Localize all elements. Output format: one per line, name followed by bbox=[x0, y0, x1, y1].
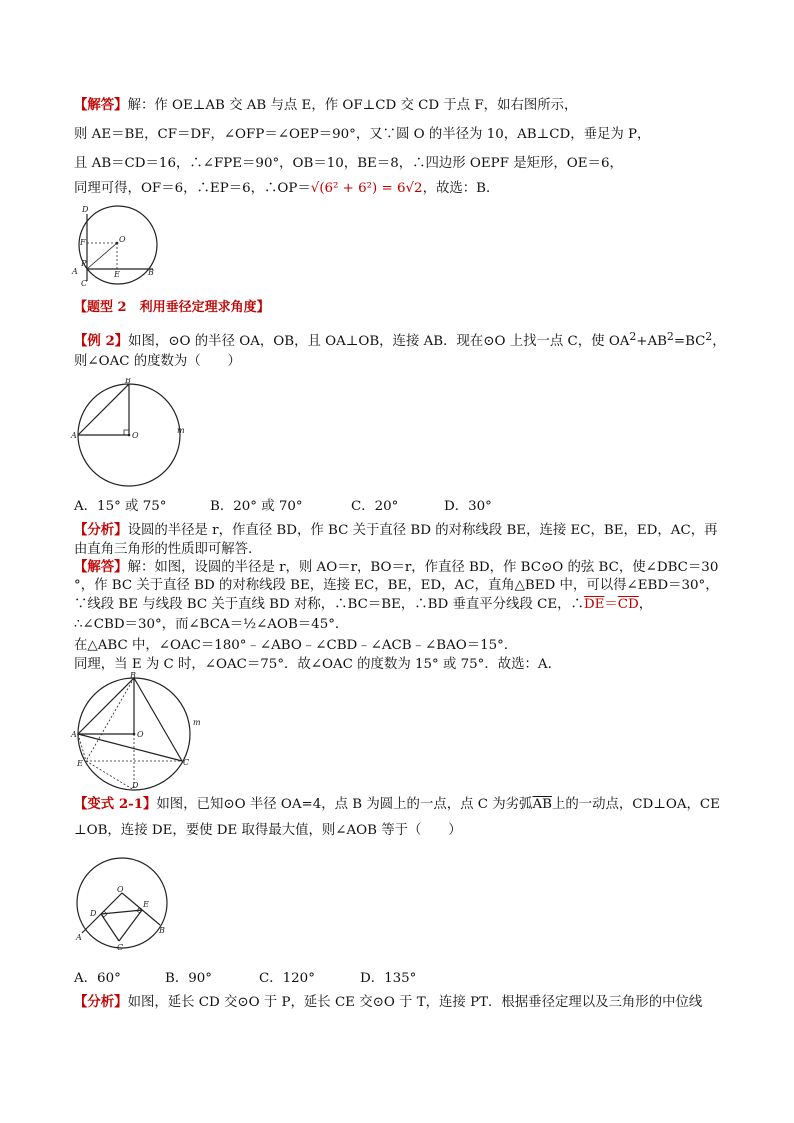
fig1-label-E: E bbox=[114, 270, 120, 279]
answer-tag: 【解答】 bbox=[74, 97, 128, 113]
figure-4-circle-perpendiculars bbox=[70, 853, 175, 953]
half-fraction: ½ bbox=[243, 617, 257, 632]
fig2-label-m: m bbox=[177, 426, 185, 435]
topic-2-heading: 【题型 2 利用垂径定理求角度】 bbox=[74, 300, 270, 315]
solution2-line1: 【解答】解：如图，设圆的半径是 r，则 AO＝r，BO＝r，作直径 BD，作 BC⊙O 的弦 BC，使∠DBC＝30 bbox=[74, 559, 719, 575]
solution2-line6: 同理，当 E 为 C 时，∠OAC＝75°．故∠OAC 的度数为 15° 或 75°．故选：A． bbox=[74, 657, 561, 672]
option-d: D．30° bbox=[444, 499, 492, 514]
option-d: D．135° bbox=[360, 971, 417, 986]
variant-tag: 【变式 2-1】 bbox=[74, 796, 157, 812]
figure-1-circle-chords bbox=[70, 200, 166, 290]
fig1-label-B: B bbox=[148, 268, 154, 277]
fig3-label-O: O bbox=[137, 730, 144, 739]
fig2-label-A: A bbox=[71, 431, 77, 440]
solution2-line3: ∵线段 BE 与线段 BC 关于直线 BD 对称，∴BC＝BE，∴BD 垂直平分线段 CE，$\therefore\overline{DE}=\overline{CD}$， bbox=[74, 597, 653, 612]
fig4-label-B: B bbox=[159, 926, 165, 935]
solution2-line2: °，作 BC 关于直径 BD 的对称线段 BE，连接 EC，BE，ED，AC，直角△BED 中，可以得∠EBD＝30°， bbox=[74, 578, 719, 593]
fig3-label-B: B bbox=[130, 672, 136, 680]
analysis2-line1: 【分析】设圆的半径是 r，作直径 BD，作 BC 关于直径 BD 的对称线段 BE，连接 EC，BE，ED，AC，再 bbox=[74, 522, 718, 538]
fig4-label-D: D bbox=[90, 909, 97, 918]
fig1-label-F: F bbox=[80, 238, 86, 247]
option-c: C．20° bbox=[351, 499, 399, 514]
analysis-tag: 【分析】 bbox=[74, 522, 128, 538]
fig4-label-C: C bbox=[117, 943, 124, 952]
fig1-label-P: P bbox=[81, 259, 87, 268]
fig1-label-A: A bbox=[72, 267, 78, 276]
example2-line1: 【例 2】如图，⊙O 的半径 OA，OB，且 OA⊥OB，连接 AB．现在⊙O 上找一点 C，使 $OA^2+AB^2=BC^2$， bbox=[74, 330, 726, 349]
fig4-label-O: O bbox=[117, 885, 124, 894]
option-c: C．120° bbox=[259, 971, 315, 986]
figure-2-circle-oa-ob bbox=[70, 378, 190, 490]
example2-line2: 则∠OAC 的度数为（ ） bbox=[74, 354, 241, 369]
fig4-label-A: A bbox=[76, 933, 82, 942]
option-a: A．15° 或 75° bbox=[74, 499, 167, 514]
option-b: B．20° 或 70° bbox=[210, 499, 303, 514]
fig1-label-D: D bbox=[82, 205, 89, 214]
answer-tag-2: 【解答】 bbox=[74, 559, 128, 575]
fig3-label-E: E bbox=[77, 759, 83, 768]
fig3-label-D: D bbox=[132, 781, 139, 790]
fig3-label-A: A bbox=[71, 730, 77, 739]
solution1-line3: 且 AB＝CD＝16，∴∠FPE＝90°，OB＝10，BE＝8，∴四边形 OEPF 是矩形，OE＝6， bbox=[74, 156, 623, 171]
analysis2-line2: 由直角三角形的性质即可解答． bbox=[74, 542, 262, 557]
arc-ab: $\overline{AB}$ bbox=[532, 797, 552, 812]
op-formula: √(6² + 6²) = 6√2 bbox=[310, 181, 423, 196]
fig2-label-B: B bbox=[125, 378, 131, 385]
variant21-line1: 【变式 2-1】如图，已知⊙O 半径 OA=4，点 B 为圆上的一点，点 C 为劣弧$\overline{AB}$上的一动点，CD⊥OA，CE bbox=[74, 796, 720, 812]
arc-de: $\overline{DE}$ bbox=[583, 597, 605, 612]
option-b: B．90° bbox=[165, 971, 212, 986]
figure-3-circle-construction bbox=[70, 672, 205, 792]
fig1-label-O: O bbox=[119, 235, 126, 244]
analysis21-line1: 【分析】如图，延长 CD 交⊙O 于 P，延长 CE 交⊙O 于 T，连接 PT．根据垂径定理以及三角形的中位线 bbox=[74, 994, 703, 1010]
fig2-label-O: O bbox=[132, 431, 139, 440]
fig1-label-C: C bbox=[81, 279, 88, 288]
option-a: A．60° bbox=[74, 971, 121, 986]
variant21-line2: ⊥OB，连接 DE，要使 DE 取得最大值，则∠AOB 等于（ ） bbox=[74, 823, 462, 838]
solution1-line1: 【解答】解：作 OE⊥AB 交 AB 与点 E，作 OF⊥CD 交 CD 于点 F，如右图所示， bbox=[74, 97, 578, 113]
analysis-tag-2: 【分析】 bbox=[74, 994, 128, 1010]
fig3-label-C: C bbox=[183, 758, 190, 767]
solution2-line4: ∴∠CBD＝30°，而∠BCA＝½∠AOB＝45°． bbox=[74, 617, 349, 632]
fig3-label-m: m bbox=[193, 718, 201, 727]
arc-cd: $\overline{CD}$ bbox=[617, 597, 639, 612]
solution2-line5: 在△ABC 中，∠OAC＝180°﹣∠ABO﹣∠CBD﹣∠ACB﹣∠BAO＝15°． bbox=[74, 638, 518, 653]
example-tag: 【例 2】 bbox=[74, 332, 129, 349]
solution1-line4: 同理可得，OF＝6，∴EP＝6，∴OP＝√(6² + 6²) = 6√2，故选：B． bbox=[74, 181, 500, 196]
solution1-line2: 则 AE＝BE，CF＝DF，∠OFP＝∠OEP＝90°，又∵圆 O 的半径为 10，AB⊥CD，垂足为 P， bbox=[74, 127, 651, 142]
fig4-label-E: E bbox=[143, 900, 149, 909]
